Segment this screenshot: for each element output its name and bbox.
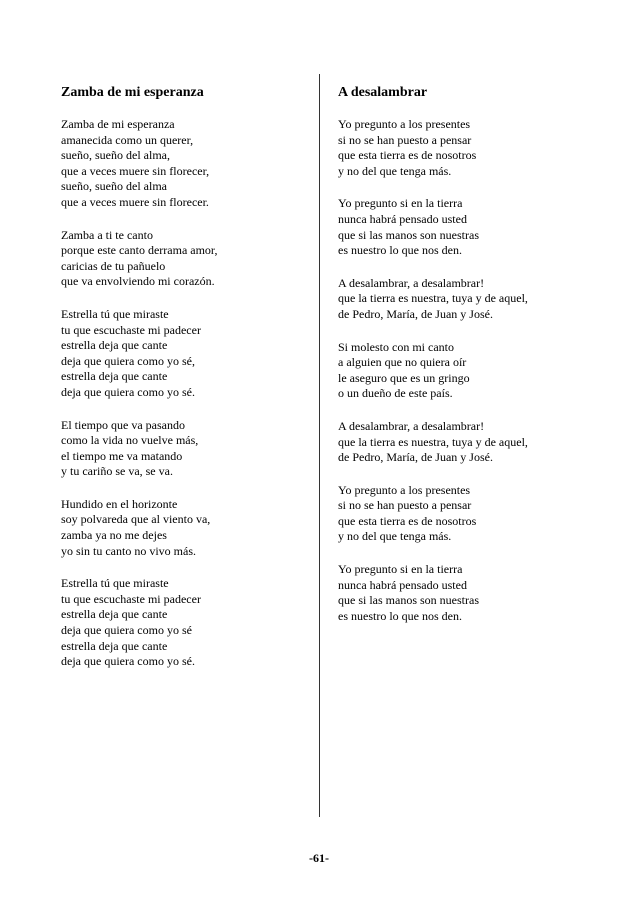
verse-line: y tu cariño se va, se va. bbox=[61, 464, 173, 479]
verse-line: a alguien que no quiera oír bbox=[338, 355, 467, 370]
verse-line: amanecida como un querer, bbox=[61, 132, 194, 147]
left-column bbox=[61, 84, 306, 687]
verse-line: el tiempo me va matando bbox=[61, 448, 183, 463]
song-title-left: Zamba de mi esperanza bbox=[61, 85, 204, 100]
verse-line: sueño, sueño del alma bbox=[61, 179, 167, 194]
verse-line: que a veces muere sin florecer. bbox=[61, 194, 209, 209]
stanza bbox=[61, 228, 306, 290]
stanza bbox=[338, 419, 583, 466]
verse-line: yo sin tu canto no vivo más. bbox=[61, 543, 196, 558]
verse-line: que la tierra es nuestra, tuya y de aquel, bbox=[338, 291, 528, 306]
stanza bbox=[61, 576, 306, 670]
verse-line: Estrella tú que miraste bbox=[61, 576, 169, 591]
stanzas-left bbox=[61, 117, 306, 670]
verse-line: y no del que tenga más. bbox=[338, 163, 452, 178]
verse-line: Si molesto con mi canto bbox=[338, 339, 454, 354]
verse-line: es nuestro lo que nos den. bbox=[338, 608, 462, 623]
verse-line: El tiempo que va pasando bbox=[61, 417, 185, 432]
stanza bbox=[338, 562, 583, 624]
column-divider bbox=[319, 74, 320, 817]
verse-line: zamba ya no me dejes bbox=[61, 528, 167, 543]
verse-line: o un dueño de este país. bbox=[338, 386, 453, 401]
verse-line: nunca habrá pensado usted bbox=[338, 211, 467, 226]
verse-line: le aseguro que es un gringo bbox=[338, 370, 470, 385]
verse-line: Yo pregunto si en la tierra bbox=[338, 562, 463, 577]
verse-line: deja que quiera como yo sé bbox=[61, 623, 192, 638]
verse-line: deja que quiera como yo sé. bbox=[61, 654, 195, 669]
stanza bbox=[61, 497, 306, 559]
verse-line: Hundido en el horizonte bbox=[61, 496, 178, 511]
verse-line: que la tierra es nuestra, tuya y de aquel, bbox=[338, 434, 528, 449]
stanza bbox=[338, 117, 583, 179]
verse-line: tu que escuchaste mi padecer bbox=[61, 322, 201, 337]
verse-line: si no se han puesto a pensar bbox=[338, 132, 472, 147]
verse-line: como la vida no vuelve más, bbox=[61, 433, 199, 448]
stanzas-right bbox=[338, 117, 583, 624]
page-number: -61- bbox=[309, 851, 329, 865]
stanza bbox=[338, 483, 583, 545]
verse-line: es nuestro lo que nos den. bbox=[338, 243, 462, 258]
verse-line: si no se han puesto a pensar bbox=[338, 498, 472, 513]
verse-line: de Pedro, María, de Juan y José. bbox=[338, 306, 493, 321]
verse-line: que va envolviendo mi corazón. bbox=[61, 274, 215, 289]
verse-line: sueño, sueño del alma, bbox=[61, 148, 170, 163]
right-column bbox=[338, 84, 583, 641]
stanza bbox=[338, 340, 583, 402]
stanza bbox=[338, 276, 583, 323]
verse-line: que si las manos son nuestras bbox=[338, 593, 479, 608]
stanza bbox=[61, 117, 306, 211]
verse-line: deja que quiera como yo sé. bbox=[61, 384, 195, 399]
stanza bbox=[338, 196, 583, 258]
verse-line: A desalambrar, a desalambrar! bbox=[338, 418, 485, 433]
verse-line: Yo pregunto a los presentes bbox=[338, 117, 471, 131]
verse-line: estrella deja que cante bbox=[61, 338, 168, 353]
song-title-right: A desalambrar bbox=[338, 85, 428, 100]
verse-line: A desalambrar, a desalambrar! bbox=[338, 275, 485, 290]
verse-line: que esta tierra es de nosotros bbox=[338, 513, 477, 528]
verse-line: Yo pregunto si en la tierra bbox=[338, 196, 463, 211]
verse-line: nunca habrá pensado usted bbox=[338, 577, 467, 592]
verse-line: de Pedro, María, de Juan y José. bbox=[338, 450, 493, 465]
verse-line: estrella deja que cante bbox=[61, 369, 168, 384]
verse-line: Yo pregunto a los presentes bbox=[338, 482, 471, 497]
verse-line: estrella deja que cante bbox=[61, 638, 168, 653]
verse-line: soy polvareda que al viento va, bbox=[61, 512, 211, 527]
verse-line: deja que quiera como yo sé, bbox=[61, 353, 195, 368]
verse-line: Estrella tú que miraste bbox=[61, 306, 169, 321]
verse-line: Zamba de mi esperanza bbox=[61, 117, 175, 131]
stanza bbox=[61, 307, 306, 401]
verse-line: que si las manos son nuestras bbox=[338, 227, 479, 242]
verse-line: Zamba a ti te canto bbox=[61, 227, 153, 242]
verse-line: porque este canto derrama amor, bbox=[61, 243, 218, 258]
verse-line: caricias de tu pañuelo bbox=[61, 258, 166, 273]
verse-line: y no del que tenga más. bbox=[338, 529, 452, 544]
verse-line: estrella deja que cante bbox=[61, 607, 168, 622]
verse-line: que a veces muere sin florecer, bbox=[61, 163, 210, 178]
verse-line: tu que escuchaste mi padecer bbox=[61, 591, 201, 606]
verse-line: que esta tierra es de nosotros bbox=[338, 148, 477, 163]
stanza bbox=[61, 418, 306, 480]
